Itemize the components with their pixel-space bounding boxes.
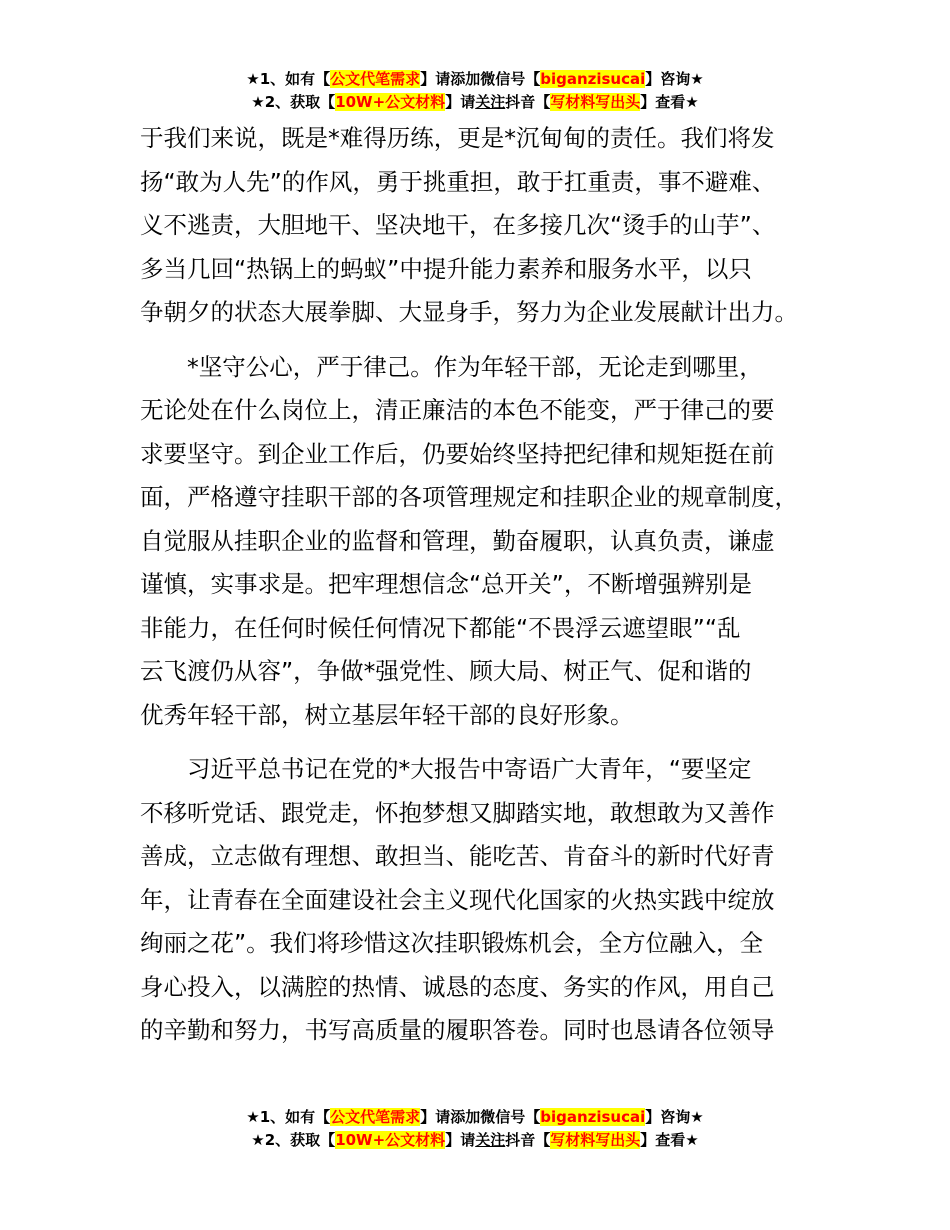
text-line: 优秀年轻干部，树立基层年轻干部的良好形象。 bbox=[140, 700, 634, 729]
header-highlight-wechat-id: biganzisucai bbox=[540, 70, 646, 88]
text-line: 云飞渡仍从容”，争做*强党性、顾大局、树正气、促和谐的 bbox=[140, 657, 752, 685]
paragraph-3 bbox=[140, 748, 835, 1053]
text-line: 的辛勤和努力，书写高质量的履职答卷。同时也恳请各位领导 bbox=[140, 1016, 775, 1044]
header-line-2-douyin: 抖音【 bbox=[505, 93, 551, 111]
footer-line-2-douyin: 抖音【 bbox=[505, 1131, 551, 1149]
header-line-1-prefix: ★1、如有【 bbox=[246, 70, 331, 88]
header-line-1-suffix: 】咨询★ bbox=[645, 70, 704, 88]
text-line: 绚丽之花”。我们将珍惜这次挂职锻炼机会，全方位融入，全 bbox=[140, 929, 764, 957]
footer-line-1 bbox=[0, 1106, 950, 1129]
header-line-2-prefix: ★2、获取【 bbox=[251, 93, 336, 111]
footer-highlight-materials: 10W+公文材料 bbox=[335, 1131, 446, 1149]
text-line: *坚守公心，严于律己。作为年轻干部，无论走到哪里， bbox=[140, 352, 763, 381]
header-line-1 bbox=[0, 68, 950, 91]
text-line: 于我们来说，既是*难得历练，更是*沉甸甸的责任。我们将发 bbox=[140, 124, 775, 152]
footer-highlight-wechat-id: biganzisucai bbox=[540, 1108, 646, 1126]
footer-line-1-suffix: 】咨询★ bbox=[645, 1108, 704, 1126]
header-banner bbox=[0, 68, 950, 114]
header-follow-underline: 关注 bbox=[475, 93, 506, 111]
footer-line-2-suffix: 】查看★ bbox=[640, 1131, 699, 1149]
footer-line-2 bbox=[0, 1129, 950, 1152]
footer-line-2-prefix: ★2、获取【 bbox=[251, 1131, 336, 1149]
text-line: 争朝夕的状态大展拳脚、大显身手，努力为企业发展献计出力。 bbox=[140, 298, 798, 326]
text-line: 自觉服从挂职企业的监督和管理，勤奋履职，认真负责，谦虚 bbox=[140, 526, 775, 555]
text-line: 年，让青春在全面建设社会主义现代化国家的火热实践中绽放 bbox=[140, 885, 775, 914]
text-line: 身心投入，以满腔的热情、诚恳的态度、务实的作风，用自己 bbox=[140, 972, 775, 1001]
text-line: 无论处在什么岗位上，清正廉洁的本色不能变，严于律己的要 bbox=[140, 396, 775, 424]
header-highlight-ghostwriting: 公文代笔需求 bbox=[330, 70, 421, 88]
header-highlight-account: 写材料写出头 bbox=[550, 93, 641, 111]
header-line-1-mid: 】请添加微信号【 bbox=[420, 70, 541, 88]
document-body bbox=[140, 117, 835, 1053]
header-line-2-suffix: 】查看★ bbox=[640, 93, 699, 111]
text-line: 非能力，在任何时候任何情况下都能“不畏浮云遮望眼”“乱 bbox=[140, 613, 741, 642]
footer-line-2-mid: 】请 bbox=[445, 1131, 476, 1149]
footer-highlight-account: 写材料写出头 bbox=[550, 1131, 641, 1149]
footer-banner bbox=[0, 1106, 950, 1152]
header-highlight-materials: 10W+公文材料 bbox=[335, 93, 446, 111]
paragraph-2 bbox=[140, 346, 835, 738]
text-line: 多当几回“热锅上的蚂蚁”中提升能力素养和服务水平，以只 bbox=[140, 254, 752, 283]
text-line: 不移听党话、跟党走，怀抱梦想又脚踏实地，敢想敢为又善作 bbox=[140, 798, 775, 827]
text-line: 义不逃责，大胆地干、坚决地干，在多接几次“烫手的山芋”、 bbox=[140, 211, 776, 239]
text-line: 求要坚守。到企业工作后，仍要始终坚持把纪律和规矩挺在前 bbox=[140, 439, 775, 468]
footer-line-1-mid: 】请添加微信号【 bbox=[420, 1108, 541, 1126]
footer-follow-underline: 关注 bbox=[475, 1131, 506, 1149]
paragraph-1 bbox=[140, 117, 835, 335]
text-line: 善成，立志做有理想、敢担当、能吃苦、肯奋斗的新时代好青 bbox=[140, 842, 775, 870]
header-line-2-mid: 】请 bbox=[445, 93, 476, 111]
text-line: 谨慎，实事求是。把牢理想信念“总开关”，不断增强辨别是 bbox=[140, 570, 752, 598]
footer-highlight-ghostwriting: 公文代笔需求 bbox=[330, 1108, 421, 1126]
footer-line-1-prefix: ★1、如有【 bbox=[246, 1108, 331, 1126]
text-line: 面，严格遵守挂职干部的各项管理规定和挂职企业的规章制度， bbox=[140, 483, 798, 511]
text-line: 扬“敢为人先”的作风，勇于挑重担，敢于扛重责，事不避难、 bbox=[140, 167, 776, 196]
header-line-2 bbox=[0, 91, 950, 114]
text-line: 习近平总书记在党的*大报告中寄语广大青年，“要坚定 bbox=[140, 755, 752, 783]
